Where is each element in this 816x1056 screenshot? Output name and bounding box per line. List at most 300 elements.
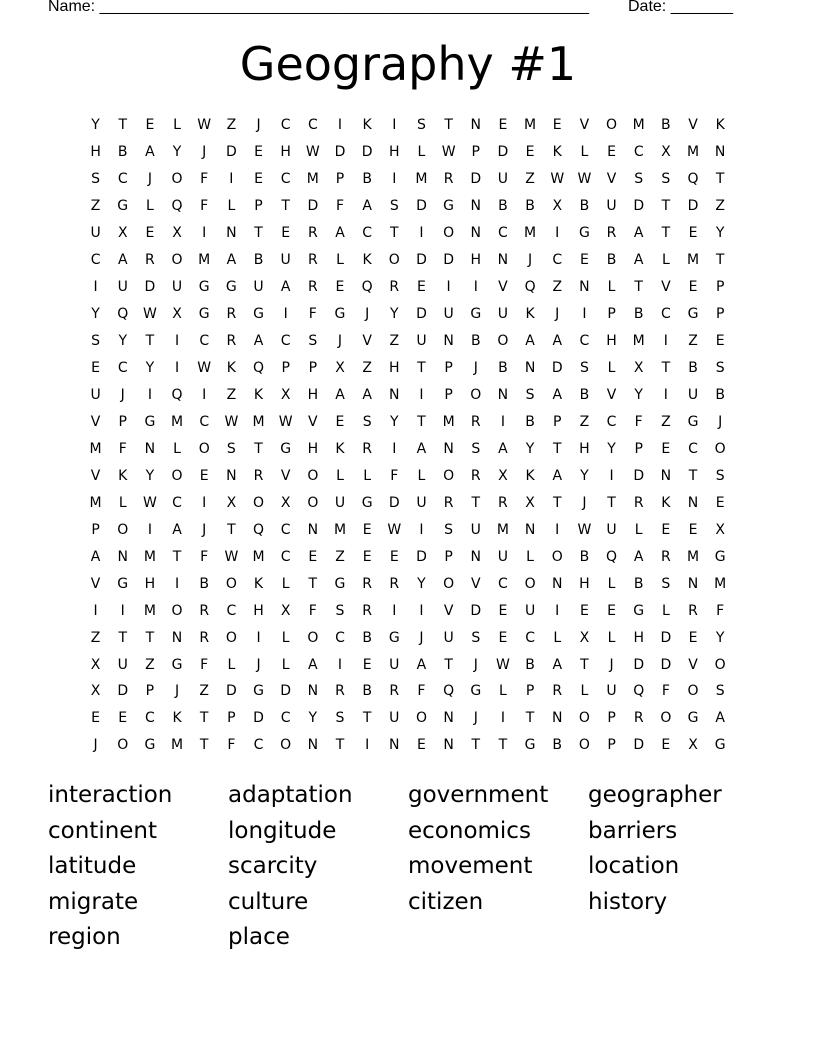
grid-letter[interactable]: E [661, 737, 671, 754]
grid-letter[interactable]: P [444, 360, 453, 377]
grid-letter[interactable]: Y [145, 467, 155, 484]
grid-letter[interactable]: L [417, 467, 426, 484]
grid-letter[interactable]: H [144, 575, 156, 592]
grid-letter[interactable]: B [362, 171, 372, 188]
grid-letter[interactable]: X [498, 467, 508, 484]
grid-letter[interactable]: J [174, 683, 180, 700]
grid-letter[interactable]: H [470, 252, 482, 269]
grid-letter[interactable]: M [686, 548, 700, 565]
grid-letter[interactable]: K [253, 387, 264, 403]
grid-letter[interactable]: D [334, 144, 346, 161]
grid-letter[interactable]: T [362, 710, 372, 727]
grid-letter[interactable]: F [308, 306, 317, 323]
grid-letter[interactable]: D [633, 737, 645, 754]
grid-letter[interactable]: O [307, 629, 319, 646]
grid-letter[interactable]: L [145, 198, 154, 215]
grid-letter[interactable]: O [714, 656, 726, 673]
grid-letter[interactable]: O [171, 171, 183, 188]
grid-letter[interactable]: P [254, 198, 263, 215]
grid-letter[interactable]: P [91, 521, 100, 538]
grid-letter[interactable]: Q [171, 387, 183, 403]
grid-letter[interactable]: D [633, 656, 645, 673]
grid-letter[interactable]: M [252, 413, 265, 430]
grid-letter[interactable]: S [335, 710, 345, 727]
grid-letter[interactable]: E [335, 413, 345, 430]
grid-letter[interactable]: L [227, 198, 236, 215]
grid-letter[interactable]: H [389, 144, 400, 161]
grid-letter[interactable]: E [607, 602, 616, 619]
grid-letter[interactable]: P [471, 144, 480, 161]
grid-letter[interactable]: K [335, 440, 345, 457]
grid-letter[interactable]: U [253, 279, 264, 296]
grid-letter[interactable]: X [172, 306, 182, 323]
grid-letter[interactable]: G [687, 710, 699, 727]
grid-letter[interactable]: S [525, 387, 535, 403]
grid-letter[interactable]: E [498, 629, 508, 646]
grid-letter[interactable]: G [687, 413, 699, 430]
grid-letter[interactable]: X [552, 198, 563, 215]
grid-letter[interactable]: F [308, 602, 317, 619]
grid-letter[interactable]: A [362, 198, 372, 215]
grid-letter[interactable]: U [416, 333, 427, 350]
grid-letter[interactable]: N [524, 521, 536, 538]
grid-letter[interactable]: Q [361, 279, 373, 296]
grid-letter[interactable]: X [172, 225, 182, 242]
grid-letter[interactable]: S [362, 413, 372, 430]
grid-letter[interactable]: M [415, 171, 428, 188]
grid-letter[interactable]: Y [715, 225, 725, 242]
grid-letter[interactable]: E [254, 144, 263, 161]
grid-letter[interactable]: V [280, 467, 291, 484]
grid-letter[interactable]: Q [606, 548, 618, 565]
grid-letter[interactable]: G [714, 548, 726, 565]
grid-letter[interactable]: I [419, 521, 424, 538]
grid-letter[interactable]: C [362, 225, 373, 242]
grid-letter[interactable]: E [552, 117, 562, 134]
grid-letter[interactable]: M [632, 333, 645, 350]
grid-letter[interactable]: D [660, 656, 672, 673]
grid-letter[interactable]: L [607, 279, 616, 296]
grid-letter[interactable]: V [688, 656, 698, 673]
grid-letter[interactable]: I [93, 279, 98, 296]
grid-letter[interactable]: O [171, 467, 183, 484]
grid-letter[interactable]: N [117, 548, 128, 565]
grid-letter[interactable]: Z [579, 413, 590, 430]
grid-letter[interactable]: H [90, 144, 101, 161]
grid-letter[interactable]: Z [335, 548, 345, 565]
grid-letter[interactable]: A [172, 521, 182, 538]
grid-letter[interactable]: U [389, 656, 400, 673]
grid-letter[interactable]: G [171, 656, 183, 673]
grid-letter[interactable]: S [226, 440, 236, 457]
grid-letter[interactable]: W [496, 656, 510, 673]
grid-letter[interactable]: D [307, 198, 319, 215]
grid-letter[interactable]: W [197, 360, 212, 377]
grid-letter[interactable]: V [308, 413, 318, 430]
grid-letter[interactable]: X [688, 737, 698, 754]
grid-letter[interactable]: A [308, 656, 318, 673]
grid-letter[interactable]: N [226, 225, 237, 242]
grid-letter[interactable]: R [606, 225, 617, 242]
grid-letter[interactable]: N [144, 440, 156, 457]
grid-letter[interactable]: C [498, 225, 508, 242]
grid-letter[interactable]: I [337, 117, 343, 134]
grid-letter[interactable]: X [226, 494, 237, 511]
grid-letter[interactable]: F [634, 413, 643, 430]
grid-letter[interactable]: L [281, 629, 290, 646]
grid-letter[interactable]: E [688, 225, 698, 242]
grid-letter[interactable]: T [145, 333, 155, 350]
grid-letter[interactable]: P [444, 548, 453, 565]
grid-letter[interactable]: A [715, 710, 725, 727]
grid-letter[interactable]: U [389, 710, 400, 727]
grid-letter[interactable]: L [607, 629, 616, 646]
grid-letter[interactable]: I [419, 225, 424, 242]
grid-letter[interactable]: X [633, 360, 644, 377]
grid-letter[interactable]: S [579, 360, 589, 377]
grid-letter[interactable]: G [334, 575, 346, 592]
grid-letter[interactable]: U [117, 656, 128, 673]
grid-letter[interactable]: N [470, 225, 481, 242]
grid-letter[interactable]: L [336, 467, 344, 484]
grid-letter[interactable]: V [498, 279, 508, 296]
grid-letter[interactable]: L [227, 656, 236, 673]
grid-letter[interactable]: E [688, 629, 698, 646]
grid-letter[interactable]: H [280, 144, 291, 161]
grid-letter[interactable]: K [253, 575, 264, 592]
grid-letter[interactable]: A [633, 548, 644, 565]
grid-letter[interactable]: E [199, 467, 209, 484]
grid-letter[interactable]: P [281, 360, 290, 377]
grid-letter[interactable]: K [226, 360, 236, 377]
grid-letter[interactable]: G [388, 629, 400, 646]
grid-letter[interactable]: J [528, 252, 533, 269]
grid-letter[interactable]: I [392, 440, 397, 457]
grid-letter[interactable]: O [171, 602, 183, 619]
grid-letter[interactable]: D [225, 144, 237, 161]
grid-letter[interactable]: R [470, 413, 481, 430]
grid-letter[interactable]: F [227, 737, 236, 754]
grid-letter[interactable]: J [147, 171, 152, 188]
grid-letter[interactable]: H [579, 440, 590, 457]
grid-letter[interactable]: P [715, 306, 725, 323]
grid-letter[interactable]: T [444, 117, 453, 134]
grid-letter[interactable]: F [335, 198, 345, 215]
grid-letter[interactable]: E [715, 333, 725, 350]
grid-letter[interactable]: X [90, 656, 101, 673]
grid-letter[interactable]: Q [171, 198, 183, 215]
grid-letter[interactable]: B [253, 252, 264, 269]
grid-letter[interactable]: D [144, 279, 156, 296]
grid-letter[interactable]: Z [226, 387, 237, 403]
grid-letter[interactable]: L [363, 467, 372, 484]
grid-letter[interactable]: C [606, 413, 617, 430]
grid-letter[interactable]: B [688, 360, 698, 377]
grid-letter[interactable]: M [198, 252, 211, 269]
grid-letter[interactable]: E [254, 171, 263, 188]
grid-letter[interactable]: A [226, 252, 237, 269]
grid-letter[interactable]: Q [443, 683, 455, 700]
grid-letter[interactable]: R [362, 602, 372, 619]
grid-letter[interactable]: Z [552, 279, 563, 296]
grid-letter[interactable]: E [688, 521, 698, 538]
grid-letter[interactable]: L [553, 629, 562, 646]
grid-letter[interactable]: S [91, 333, 101, 350]
grid-letter[interactable]: M [496, 521, 509, 538]
grid-letter[interactable]: P [607, 306, 616, 323]
grid-letter[interactable]: B [579, 387, 590, 403]
grid-letter[interactable]: N [687, 494, 699, 511]
grid-letter[interactable]: S [661, 171, 671, 188]
grid-letter[interactable]: I [174, 575, 180, 592]
grid-letter[interactable]: O [117, 521, 129, 538]
grid-letter[interactable]: T [688, 467, 698, 484]
grid-letter[interactable]: D [497, 144, 509, 161]
grid-letter[interactable]: N [389, 737, 400, 754]
grid-letter[interactable]: K [172, 710, 182, 727]
grid-letter[interactable]: J [473, 360, 478, 377]
grid-letter[interactable]: U [497, 548, 509, 565]
grid-letter[interactable]: H [579, 575, 590, 592]
grid-letter[interactable]: B [117, 144, 128, 161]
grid-letter[interactable]: O [307, 467, 319, 484]
grid-letter[interactable]: P [118, 413, 127, 430]
grid-letter[interactable]: B [498, 198, 508, 215]
grid-letter[interactable]: Y [145, 360, 155, 377]
grid-letter[interactable]: I [120, 602, 125, 619]
grid-letter[interactable]: T [118, 629, 128, 646]
grid-letter[interactable]: L [607, 575, 616, 592]
grid-letter[interactable]: G [117, 575, 129, 592]
grid-letter[interactable]: I [473, 279, 478, 296]
grid-letter[interactable]: D [361, 144, 373, 161]
grid-letter[interactable]: A [552, 387, 563, 403]
grid-letter[interactable]: Z [145, 656, 155, 673]
grid-letter[interactable]: T [607, 494, 616, 511]
grid-letter[interactable]: G [280, 440, 292, 457]
grid-letter[interactable]: F [200, 171, 209, 188]
grid-letter[interactable]: I [337, 656, 343, 673]
grid-letter[interactable]: Y [118, 333, 128, 350]
grid-letter[interactable]: U [443, 629, 454, 646]
grid-letter[interactable]: N [307, 683, 319, 700]
grid-letter[interactable]: U [416, 494, 427, 511]
grid-letter[interactable]: E [661, 440, 671, 457]
grid-letter[interactable]: H [633, 629, 644, 646]
grid-letter[interactable]: I [392, 171, 397, 188]
grid-letter[interactable]: D [117, 683, 129, 700]
grid-letter[interactable]: X [715, 521, 725, 538]
grid-letter[interactable]: G [443, 198, 455, 215]
grid-letter[interactable]: A [145, 144, 155, 161]
grid-letter[interactable]: E [389, 548, 399, 565]
grid-letter[interactable]: E [118, 710, 128, 727]
grid-letter[interactable]: S [91, 171, 101, 188]
grid-letter[interactable]: S [471, 629, 481, 646]
grid-letter[interactable]: J [256, 656, 261, 673]
grid-letter[interactable]: Z [661, 413, 671, 430]
grid-letter[interactable]: A [90, 548, 101, 565]
grid-letter[interactable]: O [388, 252, 400, 269]
grid-letter[interactable]: I [283, 306, 288, 323]
grid-letter[interactable]: K [552, 144, 562, 161]
grid-letter[interactable]: T [715, 252, 725, 269]
grid-letter[interactable]: I [365, 737, 370, 754]
grid-letter[interactable]: V [90, 413, 101, 430]
grid-letter[interactable]: U [497, 306, 509, 323]
grid-letter[interactable]: O [225, 575, 237, 592]
grid-letter[interactable]: S [308, 333, 318, 350]
grid-letter[interactable]: M [143, 602, 156, 619]
grid-letter[interactable]: Z [389, 333, 400, 350]
grid-letter[interactable]: C [307, 117, 318, 134]
grid-letter[interactable]: B [362, 683, 372, 700]
grid-letter[interactable]: O [470, 387, 482, 403]
grid-letter[interactable]: B [579, 548, 590, 565]
grid-letter[interactable]: W [224, 548, 239, 565]
grid-letter[interactable]: X [525, 494, 535, 511]
grid-letter[interactable]: V [90, 467, 101, 484]
grid-letter[interactable]: R [253, 467, 264, 484]
grid-letter[interactable]: I [555, 602, 560, 619]
grid-letter[interactable]: V [661, 279, 671, 296]
grid-letter[interactable]: C [280, 117, 291, 134]
grid-letter[interactable]: E [579, 252, 589, 269]
grid-letter[interactable]: R [362, 575, 372, 592]
grid-letter[interactable]: A [633, 225, 644, 242]
grid-letter[interactable]: L [417, 144, 426, 161]
grid-letter[interactable]: O [660, 710, 672, 727]
grid-letter[interactable]: I [555, 225, 560, 242]
grid-letter[interactable]: D [660, 629, 672, 646]
grid-letter[interactable]: X [280, 602, 291, 619]
grid-letter[interactable]: T [281, 198, 290, 215]
grid-letter[interactable]: E [91, 360, 100, 377]
grid-letter[interactable]: E [362, 548, 372, 565]
grid-letter[interactable]: P [335, 171, 345, 188]
grid-letter[interactable]: P [227, 710, 236, 727]
grid-letter[interactable]: W [550, 171, 565, 188]
grid-letter[interactable]: D [225, 683, 237, 700]
grid-letter[interactable]: E [661, 521, 671, 538]
grid-letter[interactable]: C [525, 629, 535, 646]
grid-letter[interactable]: A [498, 440, 508, 457]
grid-letter[interactable]: B [633, 306, 644, 323]
grid-letter[interactable]: I [147, 521, 152, 538]
grid-letter[interactable]: W [577, 171, 592, 188]
grid-letter[interactable]: C [90, 252, 101, 269]
grid-letter[interactable]: R [145, 252, 155, 269]
grid-letter[interactable]: A [552, 467, 563, 484]
grid-letter[interactable]: X [117, 225, 128, 242]
grid-letter[interactable]: O [443, 575, 455, 592]
grid-letter[interactable]: T [308, 575, 318, 592]
grid-letter[interactable]: T [661, 225, 671, 242]
grid-letter[interactable]: E [579, 602, 589, 619]
grid-letter[interactable]: W [441, 144, 456, 161]
grid-letter[interactable]: H [253, 602, 264, 619]
grid-letter[interactable]: M [306, 171, 319, 188]
grid-letter[interactable]: T [525, 710, 535, 727]
grid-letter[interactable]: C [226, 602, 237, 619]
grid-letter[interactable]: T [417, 360, 426, 377]
grid-letter[interactable]: I [202, 494, 207, 511]
grid-letter[interactable]: C [199, 413, 210, 430]
grid-letter[interactable]: E [498, 117, 508, 134]
grid-letter[interactable]: J [337, 333, 343, 350]
grid-letter[interactable]: D [443, 252, 454, 269]
grid-letter[interactable]: K [118, 467, 128, 484]
grid-letter[interactable]: K [715, 117, 725, 134]
grid-letter[interactable]: J [93, 737, 98, 754]
grid-letter[interactable]: R [307, 225, 318, 242]
grid-letter[interactable]: I [663, 333, 668, 350]
grid-letter[interactable]: L [336, 252, 344, 269]
grid-letter[interactable]: X [90, 683, 101, 700]
grid-letter[interactable]: N [470, 548, 481, 565]
grid-letter[interactable]: E [281, 225, 291, 242]
grid-letter[interactable]: C [145, 710, 155, 727]
grid-letter[interactable]: O [171, 252, 183, 269]
grid-letter[interactable]: T [172, 548, 182, 565]
grid-letter[interactable]: D [633, 198, 645, 215]
grid-letter[interactable]: U [443, 306, 454, 323]
grid-letter[interactable]: C [498, 575, 508, 592]
grid-letter[interactable]: O [551, 548, 563, 565]
grid-letter[interactable]: A [416, 440, 427, 457]
grid-letter[interactable]: O [578, 737, 590, 754]
grid-letter[interactable]: D [470, 171, 482, 188]
grid-letter[interactable]: G [361, 494, 373, 511]
grid-letter[interactable]: I [446, 279, 451, 296]
grid-letter[interactable]: A [117, 252, 128, 269]
grid-letter[interactable]: A [280, 279, 291, 296]
grid-letter[interactable]: J [419, 629, 424, 646]
grid-letter[interactable]: Y [172, 144, 182, 161]
grid-letter[interactable]: R [199, 602, 210, 619]
grid-letter[interactable]: Z [525, 171, 535, 188]
grid-letter[interactable]: M [89, 440, 102, 457]
grid-letter[interactable]: K [525, 467, 535, 484]
grid-letter[interactable]: J [555, 306, 560, 323]
grid-letter[interactable]: K [362, 252, 372, 269]
grid-letter[interactable]: O [415, 710, 427, 727]
grid-letter[interactable]: M [143, 548, 156, 565]
grid-letter[interactable]: S [471, 440, 481, 457]
grid-letter[interactable]: C [117, 360, 128, 377]
grid-letter[interactable]: N [551, 575, 563, 592]
grid-letter[interactable]: N [524, 360, 536, 377]
grid-letter[interactable]: J [202, 521, 207, 538]
grid-letter[interactable]: A [633, 252, 644, 269]
grid-letter[interactable]: R [443, 171, 454, 188]
grid-letter[interactable]: R [335, 683, 345, 700]
grid-letter[interactable]: X [335, 360, 345, 377]
grid-letter[interactable]: O [687, 683, 699, 700]
grid-letter[interactable]: E [525, 144, 535, 161]
grid-letter[interactable]: P [308, 360, 318, 377]
grid-letter[interactable]: P [634, 440, 643, 457]
grid-letter[interactable]: T [254, 225, 263, 242]
grid-letter[interactable]: B [661, 117, 671, 134]
grid-letter[interactable]: J [473, 656, 478, 673]
grid-letter[interactable]: B [525, 198, 535, 215]
grid-letter[interactable]: Q [117, 306, 129, 323]
date-field-line[interactable]: Date: _______ [628, 0, 733, 15]
grid-letter[interactable]: F [417, 683, 426, 700]
grid-letter[interactable]: T [118, 117, 128, 134]
grid-letter[interactable]: M [524, 117, 537, 134]
